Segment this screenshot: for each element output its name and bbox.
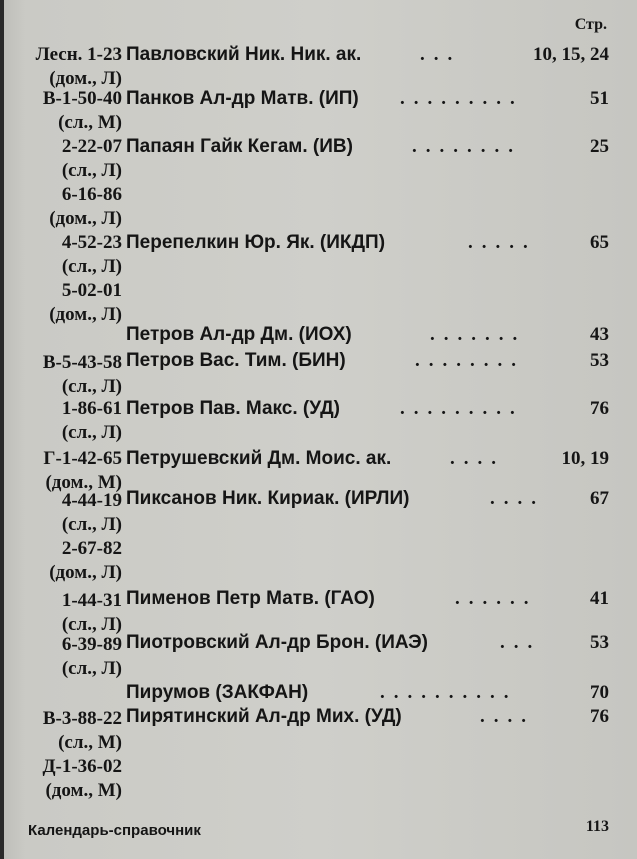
leader-dots: ..... <box>468 232 537 253</box>
phone-number: 6-16-86 <box>61 184 122 205</box>
phone-number: 4-52-23 <box>61 232 122 253</box>
entry-name: Папаян Гайк Кегам. (ИВ) <box>126 136 353 157</box>
leader-dots: ....... <box>430 324 527 345</box>
phone-type: (дом., М) <box>45 780 122 801</box>
entry-pages: 51 <box>590 88 609 109</box>
phone-number: В-1-50-40 <box>42 88 122 109</box>
phone-number: 4-44-19 <box>61 490 122 511</box>
entry-name: Петров Пав. Макс. (УД) <box>126 398 340 419</box>
entry-pages: 41 <box>590 588 609 609</box>
entry-pages: 65 <box>590 232 609 253</box>
phone-number: 6-39-89 <box>61 634 122 655</box>
leader-dots: .... <box>480 706 535 727</box>
entry-name: Перепелкин Юр. Як. (ИКДП) <box>126 232 386 253</box>
leader-dots: ...... <box>455 588 538 609</box>
leader-dots: .... <box>450 448 505 469</box>
leader-dots: .... <box>490 488 545 509</box>
phone-type: (сл., Л) <box>61 614 122 635</box>
entry-name: Петрушевский Дм. Моис. ак. <box>126 448 392 469</box>
phone-number: В-5-43-58 <box>42 352 122 373</box>
entry-pages: 76 <box>590 706 609 727</box>
entry-pages: 53 <box>590 350 609 371</box>
entry-name: Пиксанов Ник. Кириак. (ИРЛИ) <box>126 488 410 509</box>
leader-dots: ... <box>500 632 542 653</box>
entry-pages: 70 <box>590 682 609 703</box>
entry-pages: 25 <box>590 136 609 157</box>
phone-type: (сл., Л) <box>61 160 122 181</box>
phone-type: (дом., Л) <box>49 304 122 325</box>
phone-number: 2-67-82 <box>61 538 122 559</box>
entry-name: Павловский Ник. Ник. ак. <box>126 44 362 65</box>
footer-title: Календарь-справочник <box>28 822 201 839</box>
entry-name: Петров Ал-др Дм. (ИОХ) <box>126 324 352 345</box>
entry-pages: 76 <box>590 398 609 419</box>
page-number: 113 <box>585 818 609 835</box>
phone-number: 5-02-01 <box>61 280 122 301</box>
entry-name: Петров Вас. Тим. (БИН) <box>126 350 346 371</box>
page-spine-edge <box>0 0 4 859</box>
phone-type: (дом., Л) <box>49 68 122 89</box>
phone-type: (сл., Л) <box>61 422 122 443</box>
phone-type: (дом., М) <box>45 472 122 493</box>
phone-type: (сл., Л) <box>61 256 122 277</box>
phone-number: Лесн. 1-23 <box>35 44 122 65</box>
entry-name: Пирумов (ЗАКФАН) <box>126 682 309 703</box>
phone-type: (сл., М) <box>58 112 122 133</box>
phone-type: (сл., Л) <box>61 514 122 535</box>
entry-pages: 10, 15, 24 <box>533 44 609 65</box>
phone-number: 1-44-31 <box>61 590 122 611</box>
leader-dots: ......... <box>400 398 524 419</box>
entry-pages: 43 <box>590 324 609 345</box>
phone-type: (дом., Л) <box>49 208 122 229</box>
phone-number: В-3-88-22 <box>42 708 122 729</box>
entry-pages: 67 <box>590 488 609 509</box>
leader-dots: ........ <box>412 136 522 157</box>
leader-dots: .......... <box>380 682 518 703</box>
phone-number: 1-86-61 <box>61 398 122 419</box>
phone-type: (дом., Л) <box>49 562 122 583</box>
entry-pages: 10, 19 <box>561 448 609 469</box>
entry-name: Пирятинский Ал-др Мих. (УД) <box>126 706 402 727</box>
phone-type: (сл., Л) <box>61 376 122 397</box>
leader-dots: ........ <box>415 350 525 371</box>
entry-pages: 53 <box>590 632 609 653</box>
entry-name: Пименов Петр Матв. (ГАО) <box>126 588 375 609</box>
leader-dots: ... <box>420 44 462 65</box>
phone-number: 2-22-07 <box>61 136 122 157</box>
phone-type: (сл., Л) <box>61 658 122 679</box>
phone-number: Д-1-36-02 <box>42 756 122 777</box>
entry-name: Пиотровский Ал-др Брон. (ИАЭ) <box>126 632 428 653</box>
leader-dots: ......... <box>400 88 524 109</box>
phone-number: Г-1-42-65 <box>43 448 122 469</box>
phone-type: (сл., М) <box>58 732 122 753</box>
pages-column-header: Стр. <box>574 16 607 33</box>
entry-name: Панков Ал-др Матв. (ИП) <box>126 88 359 109</box>
